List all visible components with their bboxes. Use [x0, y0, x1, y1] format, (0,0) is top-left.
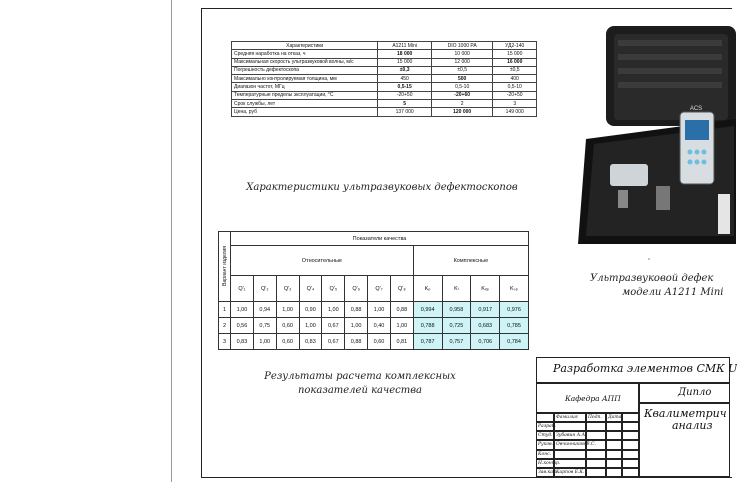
- table-cell: 3: [493, 100, 537, 108]
- stamp-cell: [586, 468, 606, 477]
- caption-results-line2: показателей качества: [297, 385, 423, 396]
- stamp-cell: Фамилия: [554, 413, 586, 422]
- row-label: Погрешность дефектоскопа: [232, 66, 378, 74]
- variant-number: 1: [219, 302, 231, 318]
- stamp-cell: [606, 440, 622, 449]
- column-label: Q'₁: [231, 276, 254, 302]
- stamp-cell: [586, 440, 606, 449]
- table-cell: 0,917: [471, 302, 500, 318]
- table-row: [232, 50, 537, 58]
- stamp-cell: Зубавин А.А.: [554, 431, 586, 440]
- stamp-department: Кафедра АПП: [536, 383, 639, 413]
- quality-header: Показатели качества: [231, 232, 529, 246]
- stamp-cell: [606, 422, 622, 431]
- stamp-cell: [606, 450, 622, 459]
- stamp-cell: [622, 422, 639, 431]
- table-cell: 0,788: [413, 318, 442, 334]
- stamp-cell: Подп.: [586, 413, 606, 422]
- table-row: [219, 334, 529, 350]
- header-cell: УД2-140: [493, 42, 537, 50]
- row-label: Диапазон частот, МГц: [232, 83, 378, 91]
- table-cell: 0,994: [413, 302, 442, 318]
- table-cell: 0,81: [390, 334, 413, 350]
- column-label: Q'₈: [390, 276, 413, 302]
- stamp-cell: Н.контр.: [536, 459, 554, 468]
- table-cell: 1,00: [368, 302, 391, 318]
- stamp-cell: Дата: [606, 413, 622, 422]
- table-cell: 0,5-15: [378, 83, 432, 91]
- stamp-cell: [586, 422, 606, 431]
- table-cell: 0,94: [253, 302, 276, 318]
- table-cell: 0,60: [276, 334, 299, 350]
- table-cell: 0,83: [231, 334, 254, 350]
- table-cell: 0,88: [345, 334, 368, 350]
- stamp-topic: [639, 403, 730, 477]
- device-case-photo: [578, 14, 728, 244]
- title-block: [536, 357, 737, 477]
- caption-device-line2: модели A1211 Mini: [622, 287, 724, 298]
- stamp-cell: [606, 459, 622, 468]
- table-cell: 0,90: [299, 302, 322, 318]
- table-cell: 450: [378, 75, 432, 83]
- stamp-cell: Разраб.: [536, 422, 554, 431]
- variant-header: Вариант изделия: [221, 245, 228, 286]
- row-label: Срок службы, лет: [232, 100, 378, 108]
- stamp-cell: [622, 431, 639, 440]
- header-cell: A1211 Mini: [378, 42, 432, 50]
- table-cell: 137 000: [378, 108, 432, 116]
- characteristics-table: [231, 41, 537, 117]
- table-cell: 1,00: [390, 318, 413, 334]
- stamp-cell: Карпов Е.К.: [554, 468, 586, 477]
- row-label: Максимально контролируемая толщина, мм: [232, 75, 378, 83]
- table-cell: 1,00: [322, 302, 345, 318]
- table-cell: 1,00: [276, 302, 299, 318]
- table-cell: 400: [493, 75, 537, 83]
- table-row: [232, 58, 537, 66]
- table-row: [232, 75, 537, 83]
- stamp-cell: [554, 459, 586, 468]
- table-row: [219, 318, 529, 334]
- table-cell: 5: [378, 100, 432, 108]
- table-cell: ±0,5: [431, 66, 493, 74]
- table-cell: 0,757: [442, 334, 471, 350]
- column-label: Kₗ: [442, 276, 471, 302]
- stamp-cell: Руков.: [536, 440, 554, 449]
- table-cell: 10 000: [431, 50, 493, 58]
- table-cell: 0,5-10: [431, 83, 493, 91]
- table-cell: 0,60: [276, 318, 299, 334]
- column-label: Kₚ: [413, 276, 442, 302]
- table-row: [232, 100, 537, 108]
- table-cell: 18 000: [378, 50, 432, 58]
- stamp-cell: [606, 468, 622, 477]
- row-label: Средняя наработка на отказ, ч: [232, 50, 378, 58]
- table-cell: 0,725: [442, 318, 471, 334]
- stamp-cell: Овчинников В.С.: [554, 440, 586, 449]
- device-brand-label: ACS: [689, 106, 703, 112]
- header-cell: Характеристики: [232, 42, 378, 50]
- table-cell: ±0,3: [378, 66, 432, 74]
- variant-header-cell: [219, 232, 231, 302]
- table-row: [232, 91, 537, 99]
- table-cell: 0,706: [471, 334, 500, 350]
- stamp-cell: [554, 422, 586, 431]
- stamp-cell: [622, 468, 639, 477]
- table-cell: -20+50: [378, 91, 432, 99]
- caption-device: [590, 272, 730, 300]
- table-cell: 1,00: [231, 302, 254, 318]
- header-cell: DIO 1000 PA: [431, 42, 493, 50]
- column-label: Q'₄: [299, 276, 322, 302]
- table-cell: 1,00: [253, 334, 276, 350]
- table-cell: 0,88: [345, 302, 368, 318]
- table-cell: 0,88: [390, 302, 413, 318]
- stamp-cell: [606, 431, 622, 440]
- table-cell: 2: [431, 100, 493, 108]
- table-cell: 0,787: [413, 334, 442, 350]
- table-cell: 0,56: [231, 318, 254, 334]
- caption-device-line1: Ультразвуковой дефек: [590, 273, 714, 284]
- table-cell: 0,5-10: [493, 83, 537, 91]
- table-cell: 15 000: [493, 50, 537, 58]
- stamp-doc-type: Дипло: [639, 383, 730, 403]
- variant-number: 2: [219, 318, 231, 334]
- caption-results: [240, 370, 480, 398]
- stamp-topic-line2: анализ: [672, 419, 713, 432]
- table-cell: 16 000: [493, 58, 537, 66]
- table-cell: 1,00: [299, 318, 322, 334]
- column-label: Q'₅: [322, 276, 345, 302]
- table-cell: 1,00: [345, 318, 368, 334]
- caption-characteristics: Характеристики ультразвуковых дефектоскопов: [246, 182, 518, 193]
- stamp-cell: [622, 440, 639, 449]
- row-label: Максимальная скорость ультразвуковой волны, м/с: [232, 58, 378, 66]
- complex-header: Комплексные: [413, 246, 528, 276]
- table-cell: -20+60: [431, 91, 493, 99]
- variant-number: 3: [219, 334, 231, 350]
- stamp-cell: [586, 431, 606, 440]
- table-cell: 0,40: [368, 318, 391, 334]
- table-cell: 0,83: [299, 334, 322, 350]
- table-cell: 15 000: [378, 58, 432, 66]
- table-row: [219, 302, 529, 318]
- table-cell: 0,976: [500, 302, 529, 318]
- table-cell: 12 000: [431, 58, 493, 66]
- table-cell: 0,683: [471, 318, 500, 334]
- table-cell: 0,67: [322, 318, 345, 334]
- row-label: Цена, руб: [232, 108, 378, 116]
- table-cell: ±0,5: [493, 66, 537, 74]
- caption-results-line1: Результаты расчета комплексных: [264, 371, 456, 382]
- stamp-cell: Зав.каф.: [536, 468, 554, 477]
- table-header-row: [232, 42, 537, 50]
- table-row: [232, 66, 537, 74]
- stamp-cell: Конс.: [536, 450, 554, 459]
- column-label: Q'₂: [253, 276, 276, 302]
- stamp-cell: [536, 413, 554, 422]
- table-cell: 500: [431, 75, 493, 83]
- table-cell: 0,60: [368, 334, 391, 350]
- stamp-cell: [586, 459, 606, 468]
- stamp-cell: [622, 413, 639, 422]
- table-cell: 0,958: [442, 302, 471, 318]
- column-label: Kₛₚ: [500, 276, 529, 302]
- table-cell: 0,785: [500, 318, 529, 334]
- table-cell: 149 000: [493, 108, 537, 116]
- row-label: Температурные пределы эксплуатации, °С: [232, 91, 378, 99]
- table-cell: 0,67: [322, 334, 345, 350]
- stamp-cell: [622, 450, 639, 459]
- stamp-cell: [554, 450, 586, 459]
- table-header-row: [219, 232, 529, 246]
- column-label: Q'₆: [345, 276, 368, 302]
- table-cell: -20+50: [493, 91, 537, 99]
- quality-results-table: [218, 231, 529, 350]
- stamp-cell: [586, 450, 606, 459]
- table-row: [232, 83, 537, 91]
- stamp-cell: [622, 459, 639, 468]
- stamp-cell: Студ.: [536, 431, 554, 440]
- relative-header: Относительные: [231, 246, 414, 276]
- stamp-title: Разработка элементов СМК U: [536, 357, 730, 383]
- stamp-topic-line1: Квалиметрич: [644, 407, 727, 420]
- table-cell: 0,75: [253, 318, 276, 334]
- table-cell: 120 000: [431, 108, 493, 116]
- table-subheader-row: [219, 246, 529, 276]
- column-label: Q'₇: [368, 276, 391, 302]
- column-label: Q'₃: [276, 276, 299, 302]
- column-labels-row: [219, 276, 529, 302]
- table-row: [232, 108, 537, 116]
- table-cell: 0,784: [500, 334, 529, 350]
- column-label: Kₓₚ: [471, 276, 500, 302]
